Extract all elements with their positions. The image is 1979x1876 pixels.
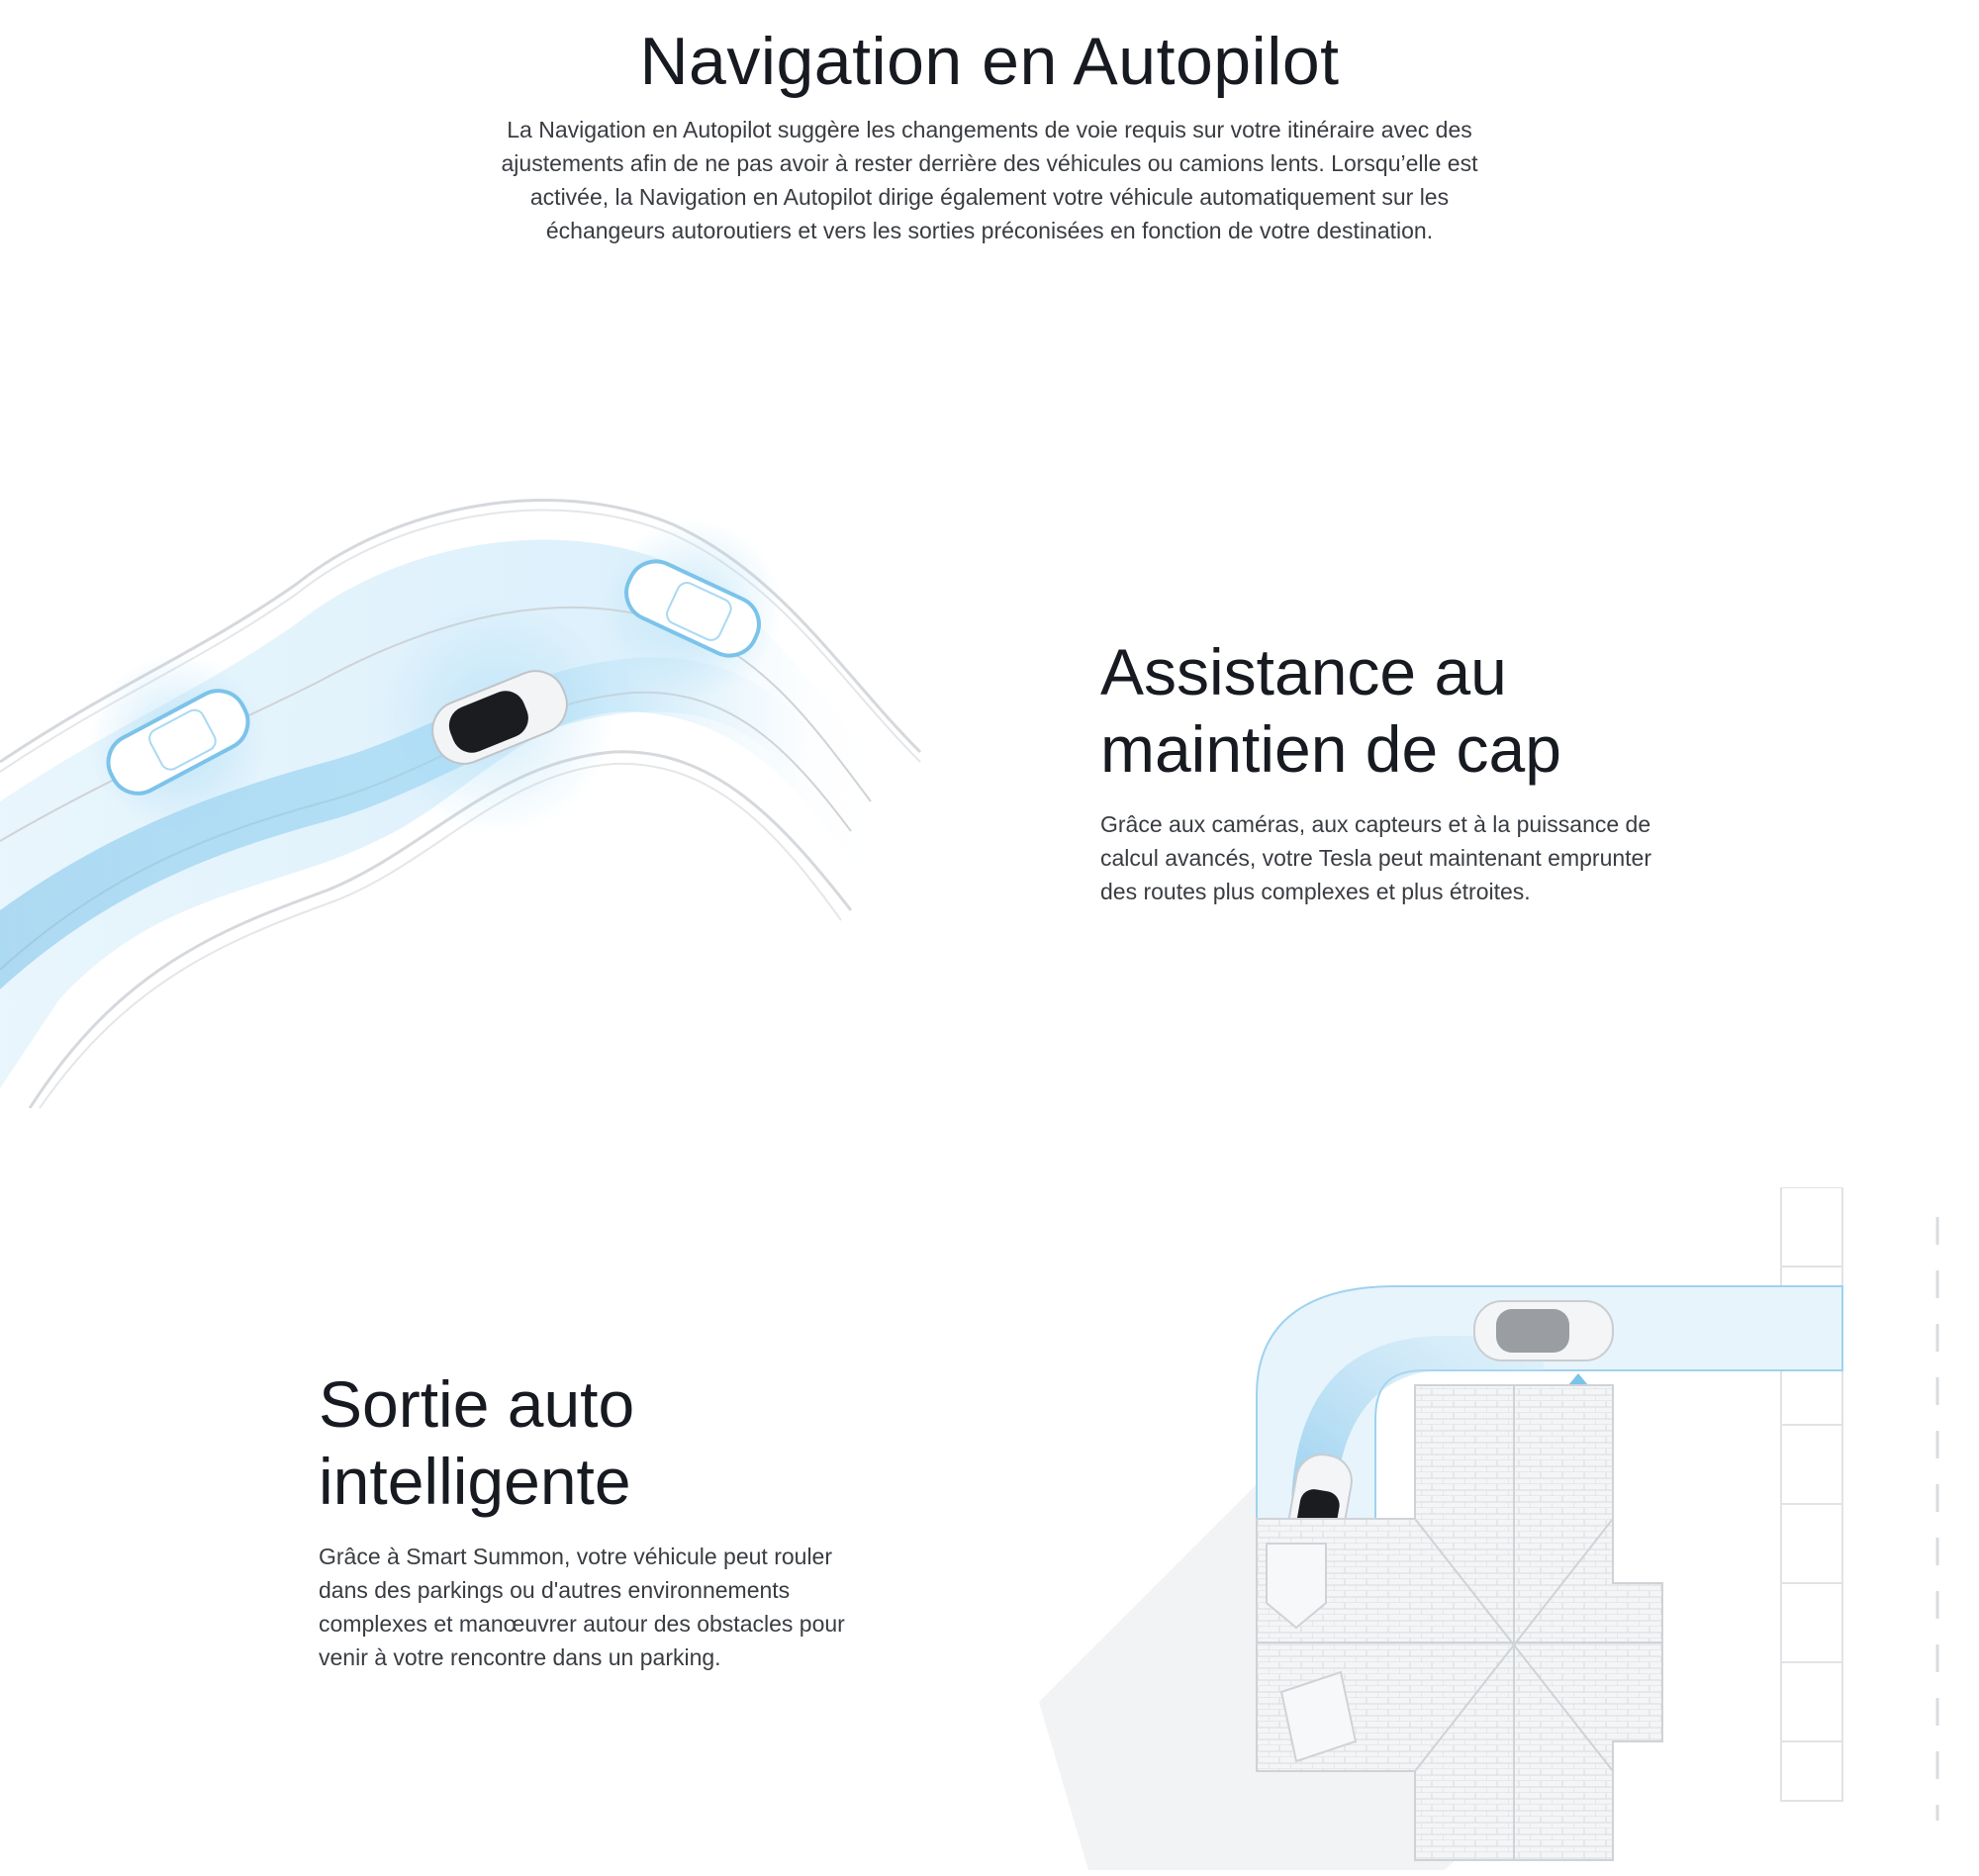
smart-summon-title — [319, 1365, 873, 1520]
winding-road-illustration — [0, 475, 970, 1108]
navigation-autopilot-section — [0, 0, 1979, 297]
sidewalk — [1781, 1187, 1842, 1801]
smart-summon-section — [0, 1168, 1979, 1876]
autosteer-text-block — [1100, 633, 1694, 908]
smart-summon-text-block — [319, 1365, 873, 1674]
smart-summon-title-line1: Sortie auto — [319, 1367, 635, 1441]
navigation-autopilot-title: Navigation en Autopilot — [639, 24, 1340, 99]
autosteer-title-line1: Assistance au — [1100, 635, 1507, 708]
smart-summon-title-line2: intelligente — [319, 1445, 631, 1518]
parked-car-icon — [1474, 1301, 1613, 1360]
parking-summon-illustration — [1029, 1187, 1979, 1870]
autosteer-section — [0, 475, 1979, 1128]
autosteer-description: Grâce aux caméras, aux capteurs et à la puissance de calcul avancés, votre Tesla peut maintenant emprunter des routes plus complexes et plus étroites. — [1100, 811, 1651, 904]
navigation-autopilot-description: La Navigation en Autopilot suggère les changements de voie requis sur votre itinéraire avec des ajustements afin de ne pas avoir à rester derrière des véhicules ou camions lents. Lorsqu’elle est activée, la Navigation en Autopilot dirige également votre véhicule automatiquement sur les échangeurs autoroutiers et vers les sorties préconisées en fonction de votre destination. — [501, 117, 1478, 243]
smart-summon-description: Grâce à Smart Summon, votre véhicule peut rouler dans des parkings ou d'autres environnements complexes et manœuvrer autour des obstacles pour venir à votre rencontre dans un parking. — [319, 1544, 845, 1670]
autosteer-title-line2: maintien de cap — [1100, 712, 1561, 786]
autosteer-title — [1100, 633, 1694, 788]
